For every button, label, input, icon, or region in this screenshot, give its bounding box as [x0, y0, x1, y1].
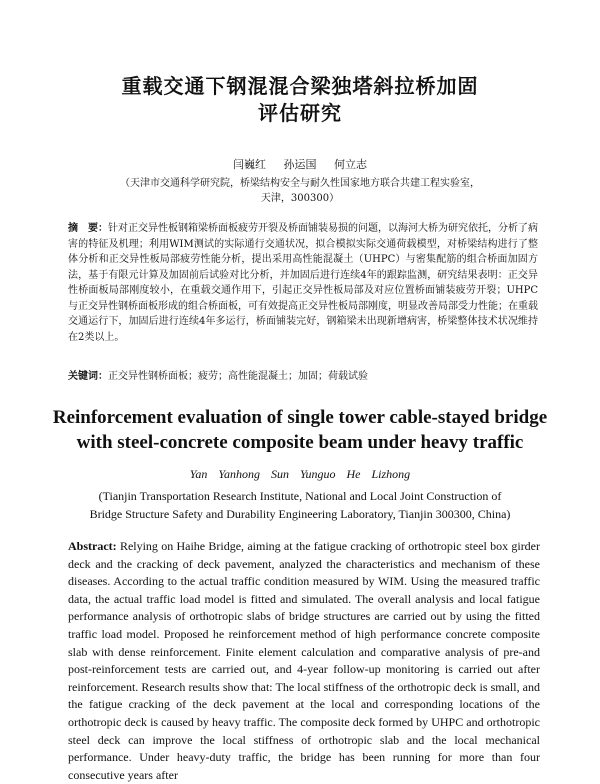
cn-abstract-text: 针对正交异性板钢箱梁桥面板疲劳开裂及桥面铺装易损的问题，以海河大桥为研究依托，分析了病害的特征及机理；利用WIM测试的实际通行交通状况，拟合模拟实际交通荷载模型，对桥梁结构进行了整体分析和正交异性板局部疲劳性能分析，提出采用高性能混凝土（UHPC）与密集配筋的组合桥面加固方法，基于有限元计算及加固前后试验对比分析，并加固后进行连续4年的跟踪监测，研究结果表明：正交异性桥面板局部刚度较小，在重载交通作用下，引起正交异性板局部及对应位置桥面铺装疲劳开裂；UHPC与正交异性钢桥面板形成的组合桥面板，可有效提高正交异性板局部刚度，明显改善局部受力性能；在重载交通运行下，加固后进行连续4年多运行，桥面铺装完好，钢箱梁未出现新增病害，桥梁整体技术状况维持在2类以上。 [68, 223, 538, 343]
cn-title-line2: 评估研究 [258, 101, 342, 125]
en-abstract [68, 538, 540, 784]
en-title-line2: with steel-concrete composite beam under heavy traffic [76, 432, 524, 453]
cn-affiliation-line1: （天津市交通科学研究院，桥梁结构安全与耐久性国家地方联合共建工程实验室， [120, 178, 480, 189]
en-abstract-text: Relying on Haihe Bridge, aiming at the fatigue cracking of orthotropic steel box girder deck and the cracking of deck pavement, analyzed the characteristics and mechanism of these diseases. According to the actual traffic condition measured by WIM. Using the measured traffic data, the actual traffic load model is fitted and simulated. The overall analysis and local fatigue performance analysis of orthotropic slabs of bridge structures are carried out by using the fitted traffic load model. Proposed he reinforcement method of high performance concrete composite slab with dense reinforcement. Finite element calculation and comparative analysis of pre-and post-reinforcement tests are carried out, and 4-year follow-up monitoring is carried out after reinforcement. Research results show that: The local stiffness of the orthotropic deck is small, and the fatigue cracking of the deck pavement at the local and corresponding locations of the orthotropic deck is caused by heavy traffic. The composite deck formed by UHPC and orthotropic steel deck can improve the local stiffness of orthotropic slab and the local mechanical performance. Under heavy-duty traffic, the bridge has been running for more than four consecutive years after [68, 539, 541, 782]
en-abstract-label: Abstract: [68, 539, 117, 553]
cn-keywords [68, 369, 538, 384]
en-affiliation-line2: Bridge Structure Safety and Durability Engineering Laboratory, Tianjin 300300, China) [89, 507, 511, 521]
cn-title-line1: 重载交通下钢混混合梁独塔斜拉桥加固 [121, 74, 479, 98]
cn-abstract [68, 221, 538, 345]
cn-affiliation-line2: 天津，300300） [260, 193, 340, 204]
cn-keywords-text: 正交异性钢桥面板；疲劳；高性能混凝土；加固；荷载试验 [108, 371, 368, 382]
en-title-line1: Reinforcement evaluation of single tower cable-stayed bridge [52, 407, 548, 428]
cn-keywords-label: 关键词： [68, 371, 108, 382]
en-authors: Yan Yanhong Sun Yunguo He Lizhong [189, 467, 411, 481]
en-affiliation-line1: (Tianjin Transportation Research Institute, National and Local Joint Construction of [98, 489, 502, 503]
cn-authors: 闫巍红 孙运国 何立志 [233, 158, 367, 171]
cn-abstract-label: 摘 要： [68, 223, 108, 234]
